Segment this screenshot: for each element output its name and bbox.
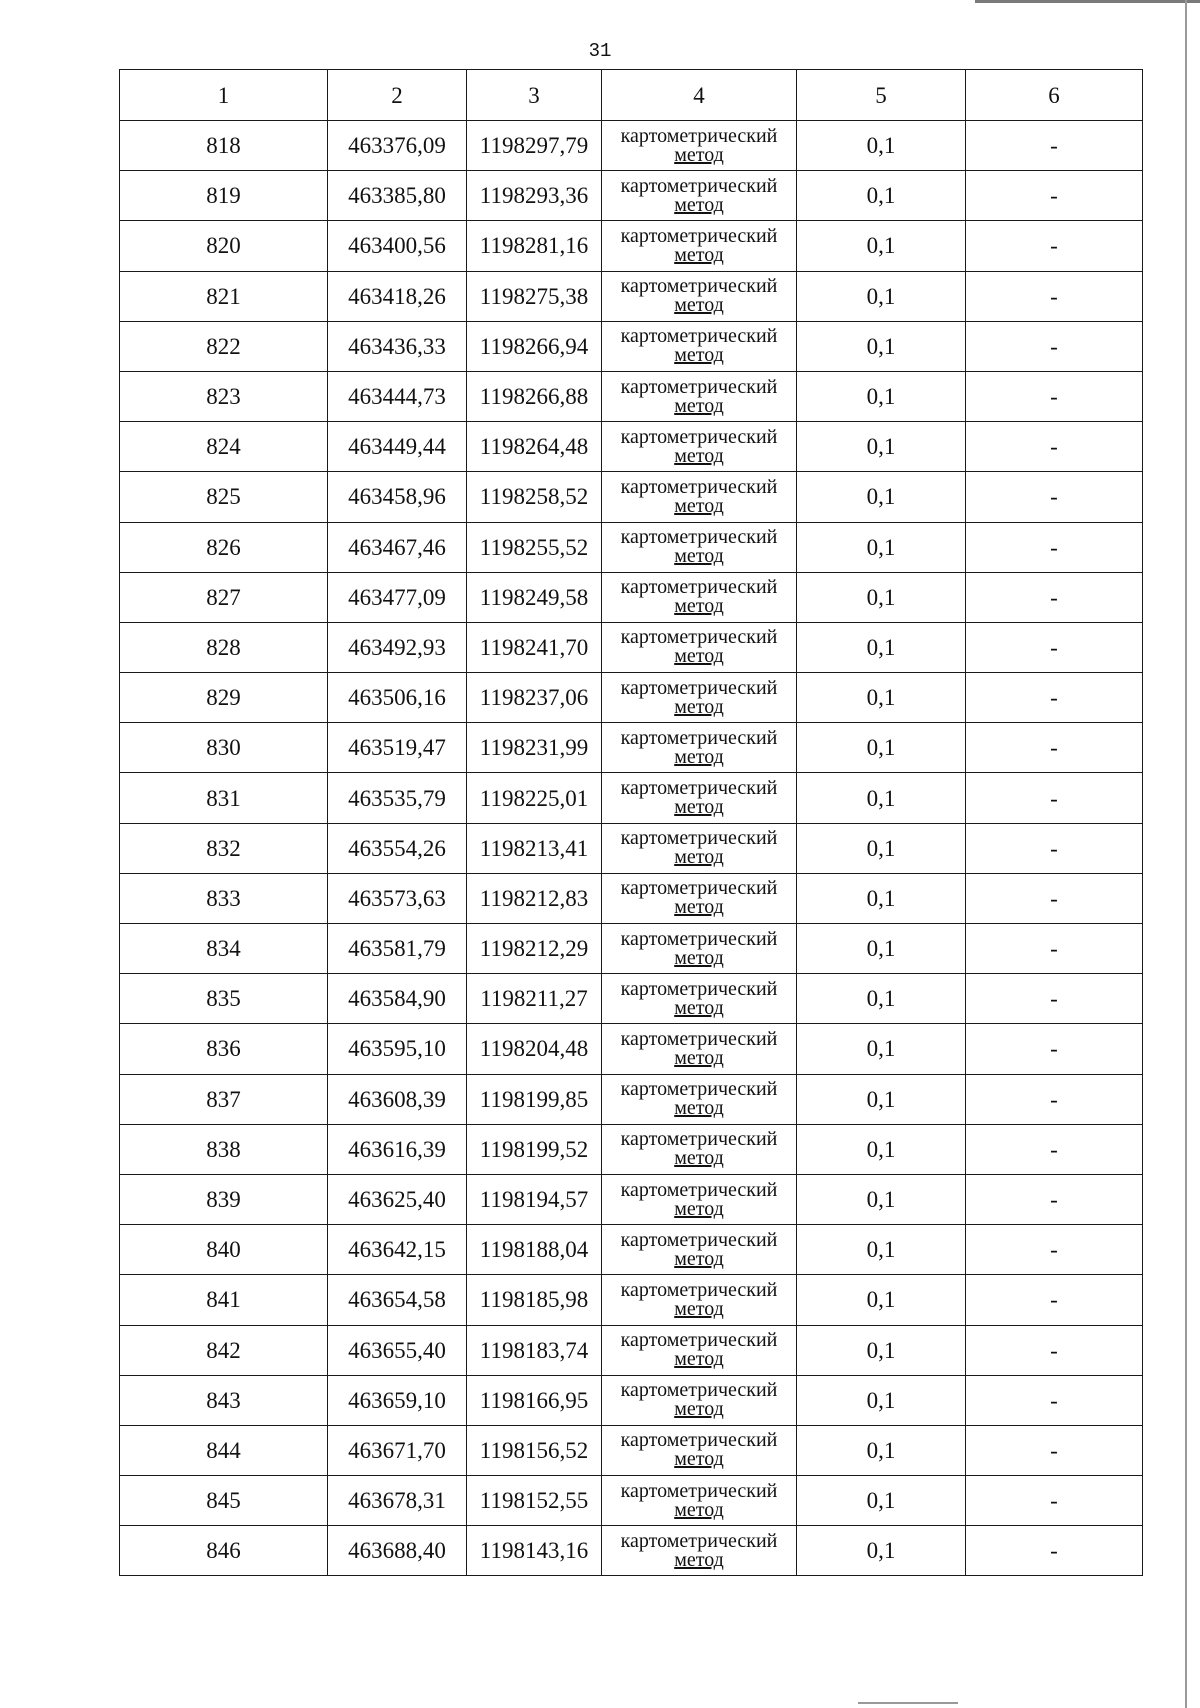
- y-coordinate-cell: 1198255,52: [467, 522, 602, 572]
- method-line-1: картометрический: [620, 1128, 778, 1151]
- coordinates-table: [119, 69, 1143, 1576]
- point-number-cell: 832: [120, 823, 328, 873]
- method-cell: [602, 422, 797, 472]
- method-line-1: картометрический: [620, 224, 778, 247]
- x-coordinate-cell: 463554,26: [328, 823, 467, 873]
- table-row: [120, 422, 1143, 472]
- y-coordinate-cell: 1198211,27: [467, 974, 602, 1024]
- point-number-cell: 840: [120, 1225, 328, 1275]
- method-line-2: метод: [674, 545, 724, 568]
- precision-cell: 0,1: [797, 572, 966, 622]
- point-number-cell: 838: [120, 1124, 328, 1174]
- note-cell: -: [966, 371, 1143, 421]
- y-coordinate-cell: 1198258,52: [467, 472, 602, 522]
- point-number-cell: 823: [120, 371, 328, 421]
- method-cell: [602, 1225, 797, 1275]
- method-cell: [602, 873, 797, 923]
- method-line-2: метод: [674, 444, 724, 467]
- table-row: [120, 1074, 1143, 1124]
- method-line-1: картометрический: [620, 927, 778, 950]
- point-number-cell: 846: [120, 1526, 328, 1576]
- table-row: [120, 1174, 1143, 1224]
- precision-cell: 0,1: [797, 924, 966, 974]
- method-line-2: метод: [674, 1348, 724, 1371]
- table-row: [120, 723, 1143, 773]
- precision-cell: 0,1: [797, 472, 966, 522]
- y-coordinate-cell: 1198213,41: [467, 823, 602, 873]
- table-row: [120, 1225, 1143, 1275]
- x-coordinate-cell: 463671,70: [328, 1425, 467, 1475]
- precision-cell: 0,1: [797, 271, 966, 321]
- method-line-2: метод: [674, 1046, 724, 1069]
- x-coordinate-cell: 463467,46: [328, 522, 467, 572]
- y-coordinate-cell: 1198264,48: [467, 422, 602, 472]
- table-row: [120, 271, 1143, 321]
- note-cell: -: [966, 673, 1143, 723]
- note-cell: -: [966, 121, 1143, 171]
- precision-cell: 0,1: [797, 321, 966, 371]
- x-coordinate-cell: 463436,33: [328, 321, 467, 371]
- point-number-cell: 834: [120, 924, 328, 974]
- method-line-2: метод: [674, 1448, 724, 1471]
- note-cell: -: [966, 773, 1143, 823]
- method-line-1: картометрический: [620, 1429, 778, 1452]
- note-cell: -: [966, 171, 1143, 221]
- precision-cell: 0,1: [797, 1024, 966, 1074]
- note-cell: -: [966, 1124, 1143, 1174]
- note-cell: -: [966, 1375, 1143, 1425]
- note-cell: -: [966, 1074, 1143, 1124]
- method-cell: [602, 1526, 797, 1576]
- method-line-1: картометрический: [620, 1278, 778, 1301]
- x-coordinate-cell: 463573,63: [328, 873, 467, 923]
- point-number-cell: 845: [120, 1476, 328, 1526]
- y-coordinate-cell: 1198143,16: [467, 1526, 602, 1576]
- method-line-1: картометрический: [620, 827, 778, 850]
- method-cell: [602, 1024, 797, 1074]
- method-cell: [602, 1174, 797, 1224]
- point-number-cell: 830: [120, 723, 328, 773]
- precision-cell: 0,1: [797, 1225, 966, 1275]
- y-coordinate-cell: 1198293,36: [467, 171, 602, 221]
- table-header: [120, 70, 1143, 121]
- method-line-2: метод: [674, 645, 724, 668]
- precision-cell: 0,1: [797, 823, 966, 873]
- method-cell: [602, 1074, 797, 1124]
- y-coordinate-cell: 1198225,01: [467, 773, 602, 823]
- table-row: [120, 121, 1143, 171]
- method-cell: [602, 823, 797, 873]
- method-line-2: метод: [674, 294, 724, 317]
- method-cell: [602, 723, 797, 773]
- method-line-1: картометрический: [620, 1329, 778, 1352]
- method-line-2: метод: [674, 1548, 724, 1571]
- x-coordinate-cell: 463642,15: [328, 1225, 467, 1275]
- point-number-cell: 825: [120, 472, 328, 522]
- y-coordinate-cell: 1198156,52: [467, 1425, 602, 1475]
- note-cell: -: [966, 572, 1143, 622]
- point-number-cell: 829: [120, 673, 328, 723]
- method-line-1: картометрический: [620, 174, 778, 197]
- note-cell: -: [966, 221, 1143, 271]
- x-coordinate-cell: 463400,56: [328, 221, 467, 271]
- y-coordinate-cell: 1198237,06: [467, 673, 602, 723]
- x-coordinate-cell: 463595,10: [328, 1024, 467, 1074]
- method-line-1: картометрический: [620, 1529, 778, 1552]
- method-cell: [602, 1275, 797, 1325]
- method-line-1: картометрический: [620, 1228, 778, 1251]
- x-coordinate-cell: 463418,26: [328, 271, 467, 321]
- note-cell: -: [966, 924, 1143, 974]
- method-line-1: картометрический: [620, 576, 778, 599]
- point-number-cell: 842: [120, 1325, 328, 1375]
- point-number-cell: 831: [120, 773, 328, 823]
- method-cell: [602, 271, 797, 321]
- column-header-2: 2: [328, 70, 467, 121]
- note-cell: -: [966, 271, 1143, 321]
- method-line-1: картометрический: [620, 124, 778, 147]
- method-cell: [602, 924, 797, 974]
- method-line-1: картометрический: [620, 325, 778, 348]
- method-line-1: картометрический: [620, 425, 778, 448]
- table-row: [120, 321, 1143, 371]
- method-cell: [602, 1325, 797, 1375]
- column-header-3: 3: [467, 70, 602, 121]
- scan-edge-right-rule: [1185, 0, 1187, 1708]
- method-line-2: метод: [674, 996, 724, 1019]
- precision-cell: 0,1: [797, 1526, 966, 1576]
- method-line-1: картометрический: [620, 726, 778, 749]
- point-number-cell: 844: [120, 1425, 328, 1475]
- method-line-2: метод: [674, 1247, 724, 1270]
- method-cell: [602, 974, 797, 1024]
- method-line-2: метод: [674, 1147, 724, 1170]
- note-cell: -: [966, 1275, 1143, 1325]
- point-number-cell: 820: [120, 221, 328, 271]
- x-coordinate-cell: 463519,47: [328, 723, 467, 773]
- x-coordinate-cell: 463616,39: [328, 1124, 467, 1174]
- x-coordinate-cell: 463688,40: [328, 1526, 467, 1576]
- table-body: [120, 121, 1143, 1576]
- method-line-1: картометрический: [620, 1479, 778, 1502]
- method-cell: [602, 371, 797, 421]
- table-row: [120, 622, 1143, 672]
- precision-cell: 0,1: [797, 1375, 966, 1425]
- method-line-2: метод: [674, 344, 724, 367]
- point-number-cell: 839: [120, 1174, 328, 1224]
- y-coordinate-cell: 1198204,48: [467, 1024, 602, 1074]
- table-row: [120, 1375, 1143, 1425]
- x-coordinate-cell: 463376,09: [328, 121, 467, 171]
- precision-cell: 0,1: [797, 171, 966, 221]
- column-header-4: 4: [602, 70, 797, 121]
- point-number-cell: 836: [120, 1024, 328, 1074]
- header-row: [120, 70, 1143, 121]
- method-line-1: картометрический: [620, 375, 778, 398]
- note-cell: -: [966, 422, 1143, 472]
- method-line-2: метод: [674, 846, 724, 869]
- method-line-1: картометрический: [620, 526, 778, 549]
- precision-cell: 0,1: [797, 873, 966, 923]
- x-coordinate-cell: 463492,93: [328, 622, 467, 672]
- x-coordinate-cell: 463477,09: [328, 572, 467, 622]
- point-number-cell: 827: [120, 572, 328, 622]
- x-coordinate-cell: 463506,16: [328, 673, 467, 723]
- x-coordinate-cell: 463654,58: [328, 1275, 467, 1325]
- method-cell: [602, 1124, 797, 1174]
- method-cell: [602, 522, 797, 572]
- precision-cell: 0,1: [797, 1476, 966, 1526]
- table-row: [120, 1425, 1143, 1475]
- point-number-cell: 837: [120, 1074, 328, 1124]
- y-coordinate-cell: 1198275,38: [467, 271, 602, 321]
- method-line-2: метод: [674, 796, 724, 819]
- method-line-1: картометрический: [620, 977, 778, 1000]
- table-row: [120, 1476, 1143, 1526]
- note-cell: -: [966, 823, 1143, 873]
- x-coordinate-cell: 463625,40: [328, 1174, 467, 1224]
- method-cell: [602, 121, 797, 171]
- note-cell: -: [966, 1024, 1143, 1074]
- scan-edge-bottom-rule: [858, 1702, 958, 1704]
- y-coordinate-cell: 1198199,52: [467, 1124, 602, 1174]
- scan-edge-top-rule: [975, 0, 1200, 3]
- method-cell: [602, 472, 797, 522]
- method-line-2: метод: [674, 745, 724, 768]
- method-line-2: метод: [674, 1197, 724, 1220]
- table-row: [120, 1526, 1143, 1576]
- y-coordinate-cell: 1198266,94: [467, 321, 602, 371]
- note-cell: -: [966, 974, 1143, 1024]
- table-row: [120, 924, 1143, 974]
- precision-cell: 0,1: [797, 422, 966, 472]
- x-coordinate-cell: 463608,39: [328, 1074, 467, 1124]
- y-coordinate-cell: 1198241,70: [467, 622, 602, 672]
- method-line-2: метод: [674, 695, 724, 718]
- method-line-2: метод: [674, 1297, 724, 1320]
- point-number-cell: 819: [120, 171, 328, 221]
- precision-cell: 0,1: [797, 723, 966, 773]
- method-cell: [602, 572, 797, 622]
- y-coordinate-cell: 1198249,58: [467, 572, 602, 622]
- x-coordinate-cell: 463449,44: [328, 422, 467, 472]
- table-row: [120, 371, 1143, 421]
- precision-cell: 0,1: [797, 1275, 966, 1325]
- table-row: [120, 472, 1143, 522]
- table-row: [120, 1325, 1143, 1375]
- table-row: [120, 1024, 1143, 1074]
- method-line-2: метод: [674, 1498, 724, 1521]
- method-line-2: метод: [674, 1097, 724, 1120]
- y-coordinate-cell: 1198266,88: [467, 371, 602, 421]
- method-line-2: метод: [674, 946, 724, 969]
- note-cell: -: [966, 622, 1143, 672]
- method-line-1: картометрический: [620, 1078, 778, 1101]
- x-coordinate-cell: 463678,31: [328, 1476, 467, 1526]
- y-coordinate-cell: 1198166,95: [467, 1375, 602, 1425]
- table-row: [120, 974, 1143, 1024]
- method-cell: [602, 673, 797, 723]
- method-cell: [602, 1425, 797, 1475]
- point-number-cell: 843: [120, 1375, 328, 1425]
- x-coordinate-cell: 463581,79: [328, 924, 467, 974]
- y-coordinate-cell: 1198183,74: [467, 1325, 602, 1375]
- method-cell: [602, 622, 797, 672]
- y-coordinate-cell: 1198212,83: [467, 873, 602, 923]
- note-cell: -: [966, 1225, 1143, 1275]
- table-row: [120, 1124, 1143, 1174]
- method-line-1: картометрический: [620, 1379, 778, 1402]
- method-line-1: картометрический: [620, 1178, 778, 1201]
- point-number-cell: 818: [120, 121, 328, 171]
- table-row: [120, 572, 1143, 622]
- y-coordinate-cell: 1198152,55: [467, 1476, 602, 1526]
- precision-cell: 0,1: [797, 773, 966, 823]
- method-line-2: метод: [674, 243, 724, 266]
- y-coordinate-cell: 1198188,04: [467, 1225, 602, 1275]
- precision-cell: 0,1: [797, 1124, 966, 1174]
- method-line-2: метод: [674, 1398, 724, 1421]
- y-coordinate-cell: 1198199,85: [467, 1074, 602, 1124]
- method-cell: [602, 1375, 797, 1425]
- table-row: [120, 773, 1143, 823]
- table-row: [120, 221, 1143, 271]
- point-number-cell: 824: [120, 422, 328, 472]
- method-cell: [602, 221, 797, 271]
- method-line-1: картометрический: [620, 777, 778, 800]
- y-coordinate-cell: 1198212,29: [467, 924, 602, 974]
- precision-cell: 0,1: [797, 974, 966, 1024]
- method-line-1: картометрический: [620, 475, 778, 498]
- y-coordinate-cell: 1198185,98: [467, 1275, 602, 1325]
- method-line-2: метод: [674, 143, 724, 166]
- method-line-1: картометрический: [620, 626, 778, 649]
- method-line-1: картометрический: [620, 676, 778, 699]
- x-coordinate-cell: 463659,10: [328, 1375, 467, 1425]
- point-number-cell: 822: [120, 321, 328, 371]
- precision-cell: 0,1: [797, 121, 966, 171]
- x-coordinate-cell: 463444,73: [328, 371, 467, 421]
- x-coordinate-cell: 463458,96: [328, 472, 467, 522]
- y-coordinate-cell: 1198281,16: [467, 221, 602, 271]
- note-cell: -: [966, 522, 1143, 572]
- point-number-cell: 821: [120, 271, 328, 321]
- note-cell: -: [966, 723, 1143, 773]
- precision-cell: 0,1: [797, 1425, 966, 1475]
- column-header-6: 6: [966, 70, 1143, 121]
- method-line-2: метод: [674, 494, 724, 517]
- y-coordinate-cell: 1198194,57: [467, 1174, 602, 1224]
- precision-cell: 0,1: [797, 1074, 966, 1124]
- method-line-2: метод: [674, 595, 724, 618]
- table-row: [120, 673, 1143, 723]
- column-header-5: 5: [797, 70, 966, 121]
- method-cell: [602, 171, 797, 221]
- precision-cell: 0,1: [797, 522, 966, 572]
- note-cell: -: [966, 1174, 1143, 1224]
- note-cell: -: [966, 873, 1143, 923]
- x-coordinate-cell: 463584,90: [328, 974, 467, 1024]
- table-row: [120, 522, 1143, 572]
- precision-cell: 0,1: [797, 673, 966, 723]
- method-cell: [602, 773, 797, 823]
- point-number-cell: 835: [120, 974, 328, 1024]
- method-line-2: метод: [674, 193, 724, 216]
- note-cell: -: [966, 1476, 1143, 1526]
- y-coordinate-cell: 1198231,99: [467, 723, 602, 773]
- note-cell: -: [966, 472, 1143, 522]
- note-cell: -: [966, 321, 1143, 371]
- precision-cell: 0,1: [797, 622, 966, 672]
- precision-cell: 0,1: [797, 1174, 966, 1224]
- table-row: [120, 873, 1143, 923]
- method-line-1: картометрический: [620, 1027, 778, 1050]
- y-coordinate-cell: 1198297,79: [467, 121, 602, 171]
- note-cell: -: [966, 1526, 1143, 1576]
- method-line-2: метод: [674, 896, 724, 919]
- x-coordinate-cell: 463655,40: [328, 1325, 467, 1375]
- point-number-cell: 826: [120, 522, 328, 572]
- x-coordinate-cell: 463385,80: [328, 171, 467, 221]
- point-number-cell: 833: [120, 873, 328, 923]
- table-row: [120, 1275, 1143, 1325]
- method-cell: [602, 1476, 797, 1526]
- column-header-1: 1: [120, 70, 328, 121]
- point-number-cell: 828: [120, 622, 328, 672]
- table-row: [120, 823, 1143, 873]
- note-cell: -: [966, 1425, 1143, 1475]
- point-number-cell: 841: [120, 1275, 328, 1325]
- precision-cell: 0,1: [797, 371, 966, 421]
- table-row: [120, 171, 1143, 221]
- page-number: 31: [588, 40, 612, 62]
- precision-cell: 0,1: [797, 1325, 966, 1375]
- method-line-1: картометрический: [620, 275, 778, 298]
- x-coordinate-cell: 463535,79: [328, 773, 467, 823]
- method-cell: [602, 321, 797, 371]
- note-cell: -: [966, 1325, 1143, 1375]
- precision-cell: 0,1: [797, 221, 966, 271]
- method-line-2: метод: [674, 394, 724, 417]
- method-line-1: картометрический: [620, 877, 778, 900]
